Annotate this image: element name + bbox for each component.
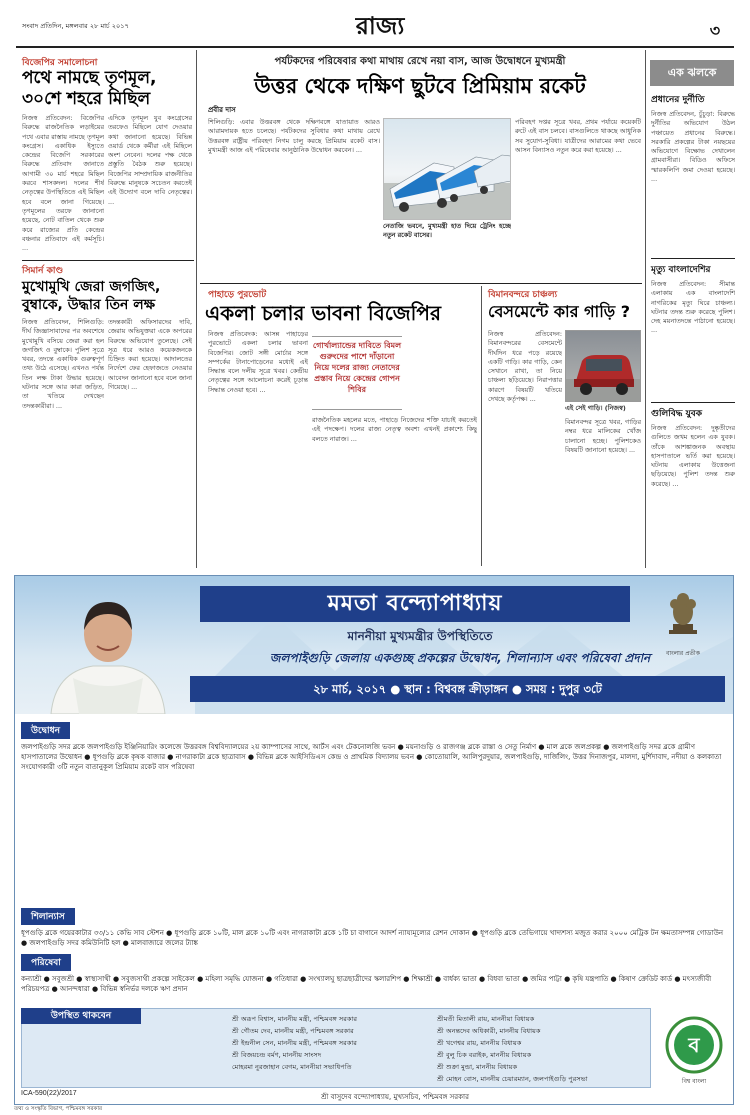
section-body-services: কন্যাশ্রী ● সবুজশ্রী ● স্বাস্থ্যসাথী ● সবুজসাথী প্রকল্পে সাইকেল ● মহিলা সমৃদ্ধি যোজনা ● গতিধারা ● সংখ্যালঘু ছাত্রছাত্রীদের স্কলারশিপ ● শিক্ষাশ্রী ● বার্ধক্য ভাতা ● বিধবা ভাতা ● জমির পাট্টা ● কৃষি যন্ত্রপাতি ● কিষাণ ক্রেডিট কার্ড ● মৎস্যজীবী পরিচয়পত্র ● আনন্দধারা ● বিভিন্ন স্বনির্ভর দলকে ঋণ প্রদান — [21, 975, 712, 994]
car-illustration — [566, 331, 641, 402]
story4-photo-caption: এই সেই গাড়ি। (নিজস্ব) — [565, 404, 626, 412]
story3-body: নিজস্ব প্রতিবেদক: আসন্ন পাহাড়ের পুরভোটে একলা চলার ভাবনা বিজেপির। জোট সঙ্গী মোর্চার সঙ্গে সম্পর্কের টানাপোড়েনের মধ্যেই এই সিদ্ধান্ত বলে দলীয় সূত্রে খবর। কেন্দ্রীয় নেতৃত্বের সঙ্গে আলোচনা করেই চূড়ান্ত সিদ্ধান্ত নেওয়া হবে। ... — [208, 330, 308, 394]
guest-name: শ্রী অনন্তদেব অধিকারী, মাননীয় বিধায়ক — [437, 1027, 541, 1035]
sidebar-item-head: মৃত্যু বাংলাদেশির — [651, 265, 711, 275]
section-title: রাজ্য — [355, 12, 405, 40]
section-title-services: পরিষেবা — [21, 954, 71, 971]
state-emblem-icon — [653, 586, 713, 646]
ica-code: ICA-590(22)/2017 — [21, 1090, 77, 1097]
masthead-rule — [16, 46, 734, 48]
emblem-caption: বাংলার প্রতীক — [666, 650, 700, 657]
guest-name: শ্রী গৌতম দেব, মাননীয় মন্ত্রী, পশ্চিমবঙ্গ সরকার — [232, 1027, 354, 1035]
story4-headline: বেসমেন্টে কার গাড়ি ? — [488, 302, 631, 321]
guest-name: শ্রী বিজয়চন্দ্র বর্মণ, মাননীয় সাংসদ — [232, 1051, 322, 1059]
sidebar-item — [651, 92, 735, 265]
story1-kicker: বিজেপির সমালোচনা — [22, 58, 98, 68]
sidebar-item — [651, 262, 735, 412]
guest-name: শ্রী অরূপ বিশ্বাস, মাননীয় মন্ত্রী, পশ্চিমবঙ্গ সরকার — [232, 1015, 357, 1023]
guest-name: শ্রী ইন্দ্রনীল সেন, মাননীয় মন্ত্রী, পশ্চিমবঙ্গ সরকার — [232, 1039, 357, 1047]
section-inauguration — [21, 718, 727, 918]
lead-headline: উত্তর থেকে দক্ষিণ ছুটবে প্রিমিয়াম রকেট — [254, 74, 586, 98]
story2-headline-line1: মুখোমুখি জেরা জগজিৎ, — [22, 279, 161, 295]
column-rule — [645, 50, 646, 568]
guest-name: শ্রী বুলু চিক বরাইক, মাননীয় বিধায়ক — [437, 1051, 532, 1059]
guests-left-list — [232, 1013, 452, 1073]
sidebar-title: এক ঝলকে — [650, 60, 734, 86]
lead-byline: প্রবীর দাস — [208, 106, 236, 114]
story3-pullquote: গোর্খাল্যান্ডের দাবিতে বিমল গুরুংদের পাশে দাঁড়ানো নিয়ে দলের রাজ্য নেতাদের প্রস্তাব নিয়ে কেন্দ্রের গোপন শিবির — [312, 336, 402, 410]
sidebar-item-head: গুলিবিদ্ধ যুবক — [651, 409, 703, 419]
story1-body-col2: এদিকে তৃণমূল যুব কংগ্রেসের তরফেও মিছিলে যোগ দেওয়ার কথা জানানো হয়েছে। বিভিন্ন ওয়ার্ড থেকে কর্মীরা এই মিছিলে অংশ নেবেন। দলের পক্ষ থেকে প্রস্তুতি বৈঠক শুরু হয়েছে। বিজেপির সাম্প্রদায়িক রাজনীতির বিরুদ্ধে মানুষকে সচেতন করতেই এই উদ্যোগ বলে দাবি নেতৃত্বের। ... — [108, 114, 192, 206]
lead-photo — [383, 118, 511, 220]
advert-footer-signature: শ্রী বাসুদেব বন্দ্যোপাধ্যায়, মুখ্যসচিব, পশ্চিমবঙ্গ সরকার — [321, 1093, 469, 1101]
guests-right-list — [437, 1013, 652, 1085]
sidebar-item-body: নিজস্ব প্রতিবেদন: সীমান্ত এলাকায় এক বাংলাদেশি নাগরিকের মৃত্যু ঘিরে চাঞ্চল্য। ঘটনার তদন্ত শুরু করেছে পুলিশ। দেহ ময়নাতদন্তে পাঠানো হয়েছে। ... — [651, 280, 735, 335]
guest-name: শ্রী মোহন বোস, মাননীয় চেয়ারম্যান, জলপাইগুড়ি পুরসভা — [437, 1075, 588, 1083]
story1-headline-line1: পথে নামছে তৃণমূল, — [22, 68, 157, 88]
guest-name: শ্রীমতী মিতালী রায়, মাননীয়া বিধায়ক — [437, 1015, 535, 1023]
column-rule — [196, 50, 197, 568]
story2-headline-line2: বুম্বাকে, উদ্ধার তিন লক্ষ — [22, 297, 156, 313]
guests-title: উপস্থিত থাকবেন — [21, 1008, 141, 1024]
story-divider — [651, 258, 735, 259]
advert-subtitle: মাননীয়া মুখ্যমন্ত্রীর উপস্থিতিতে — [347, 629, 493, 643]
biswa-bangla-logo-graphic — [665, 1016, 723, 1074]
story2-body-col2: তদন্তকারী অফিসারদের দাবি, জেরায় অভিযুক্তরা একে অপরের বিরুদ্ধে অভিযোগ তুলেছে। সেই সূত্র ধরে আরও কয়েকজনকে চিহ্নিত করা হয়েছে। আদালতের নির্দেশে ফের হেফাজতে নেওয়ার আবেদন জানানো হবে বলে জানা গিয়েছে। ... — [108, 318, 192, 392]
story4-photo — [565, 330, 641, 402]
lead-strap: পর্যটকদের পরিষেবার কথা মাথায় রেখে নয়া বাস, আজ উদ্বোধনে মুখ্যমন্ত্রী — [274, 56, 566, 67]
story3-headline: একলা চলার ভাবনা বিজেপির — [205, 301, 441, 325]
biswa-bangla-logo — [665, 1016, 723, 1074]
story1-headline-line2: ৩০শে শহরে মিছিল — [22, 89, 151, 109]
story2-headline — [22, 278, 194, 314]
advert-banner — [15, 576, 734, 714]
story1-headline — [22, 68, 194, 110]
sidebar-item — [651, 406, 735, 574]
masthead-date: সংবাদ প্রতিদিন, মঙ্গলবার ২৮ মার্চ ২০১৭ — [22, 22, 129, 30]
story3-kicker: পাহাড়ে পুরভোট — [208, 290, 267, 300]
column-rule — [481, 286, 482, 566]
sidebar-item-body: নিজস্ব প্রতিবেদন: দুষ্কৃতীদের গুলিতে জখম হলেন এক যুবক। তাঁকে আশঙ্কাজনক অবস্থায় হাসপাতালে ভর্তি করা হয়েছে। ঘটনায় এলাকায় উত্তেজনা ছড়িয়েছে। পুলিশ তদন্ত শুরু করেছে। ... — [651, 424, 735, 488]
page-number: ৩ — [709, 21, 721, 40]
logo-label: বিশ্ব বাংলা — [681, 1078, 707, 1085]
svg-text:ব: ব — [688, 1033, 700, 1057]
person-silhouette — [33, 586, 183, 714]
lead-body: শিলিগুড়ি: এবার উত্তরবঙ্গ থেকে দক্ষিণবঙ্গে যাতায়াত আরও আরামদায়ক হতে চলেছে। পর্যটকদের সুবিধার কথা মাথায় রেখে উত্তরবঙ্গ রাষ্ট্রীয় পরিবহণ নিগম চালু করছে প্রিমিয়াম রকেট বাস। মুখ্যমন্ত্রী আজ এই পরিষেবার আনুষ্ঠানিক উদ্বোধন করবেন। ... — [208, 118, 380, 154]
bus-illustration — [384, 119, 511, 220]
advert-footer-note: তথ্য ও সংস্কৃতি বিভাগ, পশ্চিমবঙ্গ সরকার — [14, 1106, 102, 1112]
story1-body: নিজস্ব প্রতিবেদন: বিজেপির বিরুদ্ধে রাজনৈতিক লড়াইয়ের পথে এবার রাস্তায় নামছে তৃণমূল কংগ্রেস। একাধিক ইস্যুতে কেন্দ্রের বিজেপি সরকারের বিরুদ্ধে প্রতিবাদ জানাতে আগামী ৩০ মার্চ শহরে মিছিল করবে শাসকদল। দলের শীর্ষ নেতৃত্বের উপস্থিতিতে এই মিছিল হবে বলে জানা গিয়েছে। তৃণমূলের তরফে জানানো হয়েছে, নোট বাতিল থেকে শুরু করে রাজ্যের প্রতি কেন্দ্রের বঞ্চনার প্রতিবাদে এই কর্মসূচি। ... — [22, 114, 104, 253]
portrait-photo — [33, 586, 183, 714]
story3-body-col2: রাজনৈতিক মহলের মতে, পাহাড়ে নিজেদের শক্তি যাচাই করতেই এই পদক্ষেপ। দলের রাজ্য নেতৃত্ব অবশ্য এখনই প্রকাশ্যে কিছু বলতে নারাজ। ... — [312, 416, 477, 443]
story2-kicker: সিমার্ন কাণ্ড — [22, 266, 64, 276]
story4-body: নিজস্ব প্রতিবেদন: বিমানবন্দরের বেসমেন্টে দীর্ঘদিন ধরে পড়ে রয়েছে একটি গাড়ি। কার গাড়ি, কেন সেখানে রাখা, তা নিয়ে চাঞ্চল্য ছড়িয়েছে। নিরাপত্তার কারণে বিষয়টি খতিয়ে দেখছে কর্তৃপক্ষ। ... — [488, 330, 562, 404]
section-title-inauguration: উদ্বোধন — [21, 722, 70, 739]
lead-photo-caption: নেতাজি ভবনে, মুখ্যমন্ত্রী হাত দিয়ে ট্রেনিং হচ্ছে নতুন রকেট বাসের। — [383, 222, 511, 240]
masthead — [0, 0, 750, 46]
sidebar-item-body: নিজস্ব প্রতিবেদন, চুঁচুড়া: বিরুদ্ধে দুর্নীতির অভিযোগ উঠল পঞ্চায়েত প্রধানের বিরুদ্ধে। সরকারি প্রকল্পের টাকা নয়ছয়ের অভিযোগে বিক্ষোভ দেখালেন গ্রামবাসীরা। বিডিও অফিসে স্মারকলিপি জমা দেওয়া হয়েছে। ... — [651, 110, 735, 184]
story-divider — [651, 402, 735, 403]
advert-name: মমতা বন্দ্যোপাধ্যায় — [200, 586, 630, 622]
story4-body-col2: বিমানবন্দর সূত্রে খবর, গাড়ির নম্বর ধরে মালিকের খোঁজ চালানো হচ্ছে। পুলিশকেও বিষয়টি জানানো হয়েছে। ... — [565, 418, 641, 454]
section-title-foundation: শিলান্যাস — [21, 908, 75, 925]
sidebar-item-head: প্রধানের দুর্নীতি — [651, 95, 705, 105]
lead-body-col2: পরিবহণ দপ্তর সূত্রে খবর, প্রথম পর্যায়ে কয়েকটি রুটে এই বাস চলবে। বাসগুলিতে থাকছে আধুনিক সব সুযোগ-সুবিধা। যাত্রীদের আরামের কথা ভেবে আসন বিন্যাসও নতুন করে করা হয়েছে। ... — [515, 118, 641, 154]
story-divider — [22, 260, 194, 261]
section-body-inauguration: জলপাইগুড়ি সদর ব্লকে জলপাইগুড়ি ইঞ্জিনিয়ারিং কলেজে উত্তরবঙ্গ বিশ্ববিদ্যালয়ের ২য় ক্যাম্পাসের সাথে, আর্টস এবং টেকনোলজি ভবন ● ময়নাগুড়ি ও রাজগঞ্জ ব্লকে রাস্তা ও সেতু নির্মাণ ● মাল ব্লকে জলপ্রকল্প ● জলপাইগুড়ি সদর ব্লকে গ্রামীণ হাসপাতালের উদ্বোধন ● ধূপগুড়ি ব্লকে কৃষক বাজার ● নাগরাকাটা ব্লকে ছাত্রাবাস ● বিভিন্ন ব্লকে আইসিডিএস কেন্দ্র ও প্রাথমিক বিদ্যালয় ভবন ● কোতোয়ালি, আলিপুরদুয়ার, জলপাইগুড়ি, দার্জিলিং, উত্তর দিনাজপুর, মালদা, মুর্শিদাবাদ, নদীয়া ও কলকাতা সংযোগকারী ৩টি নতুন বাতানুকূল প্রিমিয়াম রকেট বাস পরিষেবা — [21, 743, 722, 772]
government-advert — [14, 575, 734, 1105]
advert-date-line: ২৮ মার্চ, ২০১৭ ● স্থান : বিশ্ববঙ্গ ক্রীড়াঙ্গন ● সময় : দুপুর ৩টে — [190, 676, 725, 702]
story4-kicker: বিমানবন্দরে চাঞ্চল্য — [488, 290, 558, 300]
guests-box — [21, 1008, 651, 1088]
section-body-foundation: ধূপগুড়ি ব্লকে গয়েরকাটার ৩৩/১১ কেভি সাব স্টেশন ● ধূপগুড়ি ব্লকে ১০টি, মাল ব্লকে ১০টি এবং নাগরাকাটা ব্লকে ১টি চা বাগানে আদর্শ ন্যায্যমূল্যের রেশন দোকান ● ধূপগুড়ি ব্লকে তেভিগায়ে খাদ্যশস্য মজুত করার ২০০০ মেট্রিক টন ক্ষমতাসম্পন্ন গোডাউন ● জলপাইগুড়ি সদর কমিউনিটি হল ● মালবাজারে জলের ট্যাঙ্ক — [21, 929, 724, 948]
advert-headline: জলপাইগুড়ি জেলায় একগুচ্ছ প্রকল্পের উদ্বোধন, শিলান্যাস এবং পরিষেবা প্রদান — [269, 651, 651, 665]
guest-name: শ্রী খগেশ্বর রায়, মাননীয় বিধায়ক — [437, 1039, 522, 1047]
guest-name: শ্রী শুক্রা মুন্ডা, মাননীয় বিধায়ক — [437, 1063, 518, 1071]
emblem-graphic — [653, 586, 713, 646]
story2-body: নিজস্ব প্রতিবেদন, শিলিগুড়ি: দীর্ঘ জিজ্ঞাসাবাদের পর অবশেষে মুখোমুখি বসিয়ে জেরা করা হল জগজিৎ ও বুম্বাকে। পুলিশ সূত্রে খবর, তদন্তে একাধিক গুরুত্বপূর্ণ তথ্য উঠে এসেছে। এখনও পর্যন্ত তিন লক্ষ টাকা উদ্ধার হয়েছে। ঘটনার সঙ্গে আর কারা জড়িত, তা খতিয়ে দেখছেন তদন্তকারীরা। ... — [22, 318, 104, 410]
guest-name: মোহরমা নুরজাহান বেগম, মাননীয়া সভাধিপতি — [232, 1063, 352, 1071]
story-divider — [200, 283, 642, 284]
